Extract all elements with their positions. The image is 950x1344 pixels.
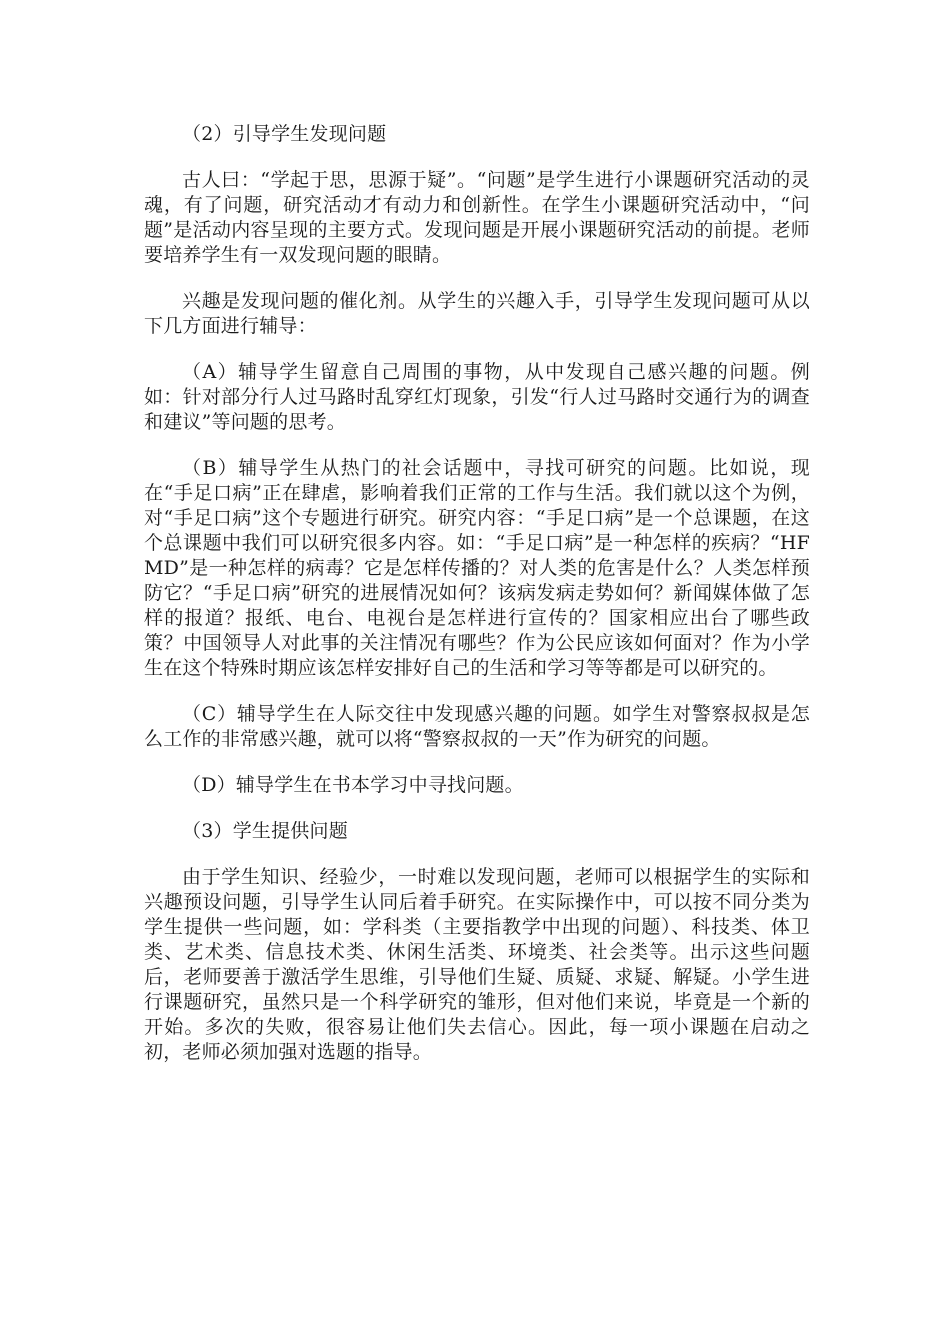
paragraph-item-b: （B）辅导学生从热门的社会话题中，寻找可研究的问题。比如说，现在“手足口病”正在肆虐，影响着我们正常的工作与生活。我们就以这个为例，对“手足口病”这个专题进行研究。研究内容：“手足口病”是一个总课题，在这个总课题中我们可以研究很多内容。如：“手足口病”是一种怎样的疾病？“HFMD”是一种怎样的病毒？它是怎样传播的？对人类的危害是什么？人类怎样预防它？“手足口病”研究的进展情况如何？该病发病走势如何？新闻媒体做了怎样的报道？报纸、电台、电视台是怎样进行宣传的？国家相应出台了哪些政策？中国领导人对此事的关注情况有哪些？作为公民应该如何面对？作为小学生在这个特殊时期应该怎样安排好自己的生活和学习等等都是可以研究的。 xyxy=(144,457,810,679)
paragraph-item-c: （C）辅导学生在人际交往中发现感兴趣的问题。如学生对警察叔叔是怎么工作的非常感兴趣，就可以将“警察叔叔的一天”作为研究的问题。 xyxy=(144,703,810,750)
paragraph-item-a: （A）辅导学生留意自己周围的事物，从中发现自己感兴趣的问题。例如：针对部分行人过马路时乱穿红灯现象，引发“行人过马路时交通行为的调查和建议”等问题的思考。 xyxy=(144,361,810,433)
section-heading-3: （3）学生提供问题 xyxy=(182,820,348,842)
paragraph-interest: 兴趣是发现问题的催化剂。从学生的兴趣入手，引导学生发现问题可从以下几方面进行辅导： xyxy=(144,290,810,337)
document-body xyxy=(144,122,810,1086)
paragraph-intro: 古人曰：“学起于思，思源于疑”。“问题”是学生进行小课题研究活动的灵魂，有了问题，研究活动才有动力和创新性。在学生小课题研究活动中，“问题”是活动内容呈现的主要方式。发现问题是开展小课题研究活动的前提。老师要培养学生有一双发现问题的眼睛。 xyxy=(144,169,810,266)
section-heading-2: （2）引导学生发现问题 xyxy=(182,123,387,145)
paragraph-provide-problems: 由于学生知识、经验少，一时难以发现问题，老师可以根据学生的实际和兴趣预设问题，引导学生认同后着手研究。在实际操作中，可以按不同分类为学生提供一些问题，如：学科类（主要指教学中出现的问题）、科技类、体卫类、艺术类、信息技术类、休闲生活类、环境类、社会类等。出示这些问题后，老师要善于激活学生思维，引导他们生疑、质疑、求疑、解疑。小学生进行课题研究，虽然只是一个科学研究的雏形，但对他们来说，毕竟是一个新的开始。多次的失败，很容易让他们失去信心。因此，每一项小课题在启动之初，老师必须加强对选题的指导。 xyxy=(144,866,810,1063)
paragraph-item-d: （D）辅导学生在书本学习中寻找问题。 xyxy=(182,774,524,796)
